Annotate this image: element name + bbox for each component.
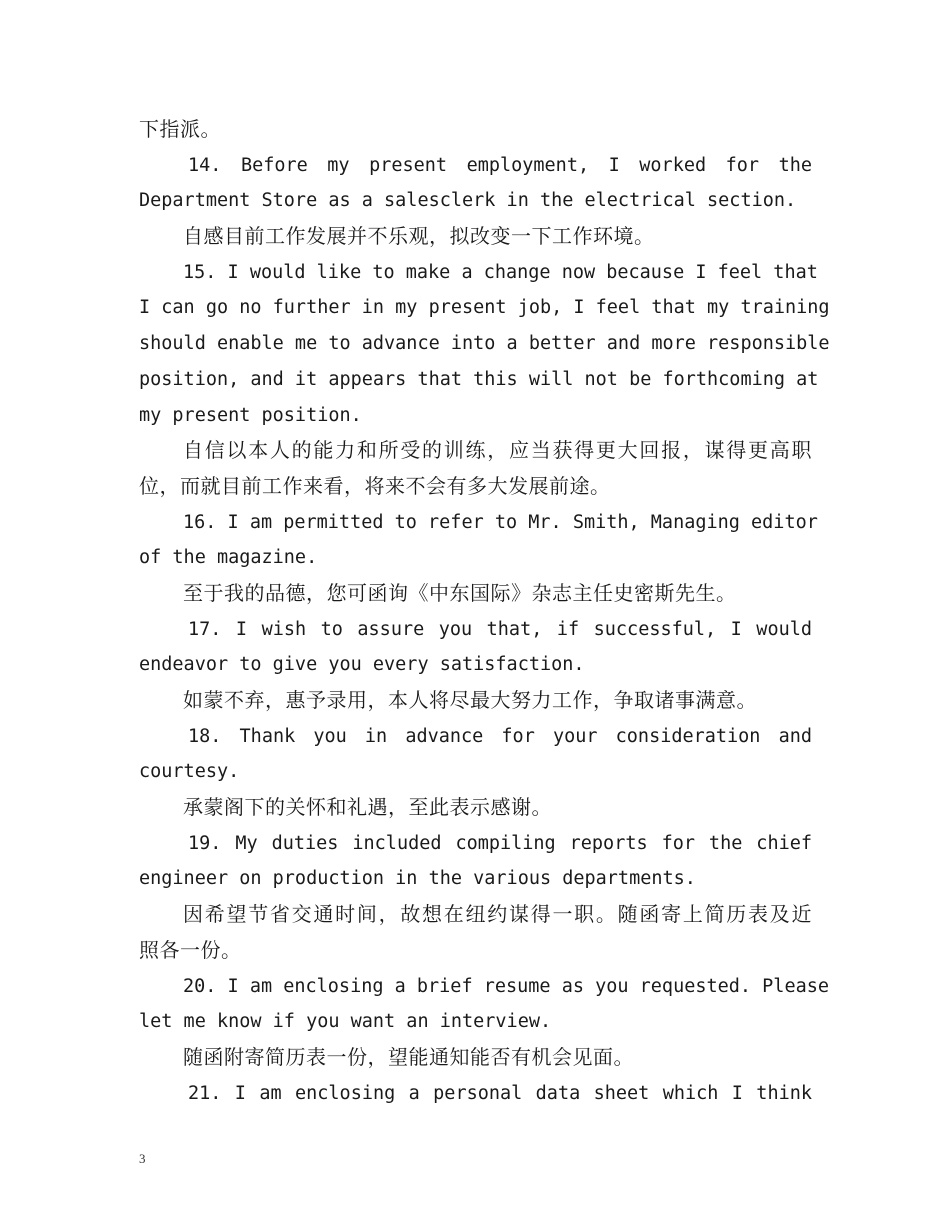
english-text-line: 18. Thank you in advance for your consideration and [188,725,812,747]
english-text-line: 15. I would like to make a change now because I feel that [183,261,818,283]
chinese-text-line: 自感目前工作发展并不乐观，拟改变一下工作环境。 [183,224,655,249]
english-text-line: engineer on production in the various departments. [139,868,696,890]
chinese-text-line: 至于我的品德，您可函询《中东国际》杂志主任史密斯先生。 [183,580,737,605]
english-text-line: let me know if you want an interview. [139,1011,552,1033]
chinese-text-line: 随函附寄简历表一份，望能通知能否有机会见面。 [183,1044,634,1069]
page-number: 3 [139,1151,146,1166]
english-text-line: 16. I am permitted to refer to Mr. Smith, Managing editor [183,511,818,533]
english-text-line: courtesy. [139,761,240,783]
english-text-line: 20. I am enclosing a brief resume as you requested. Please [183,975,830,997]
english-text-line: of the magazine. [139,547,318,569]
chinese-text-line: 承蒙阁下的关怀和礼遇，至此表示感谢。 [183,795,552,820]
english-text-line: my present position. [139,404,362,426]
chinese-text-line: 下指派。 [139,117,221,141]
chinese-text-line: 照各一份。 [139,937,242,962]
chinese-text-line: 因希望节省交通时间，故想在纽约谋得一职。随函寄上简历表及近 [183,902,812,927]
english-text-line: 21. I am enclosing a personal data sheet which I think [188,1082,812,1104]
english-text-line: 19. My duties included compiling reports for the chief [188,832,812,854]
english-text-line: I can go no further in my present job, I feel that my training [139,297,830,319]
chinese-text-line: 位，而就目前工作来看，将来不会有多大发展前途。 [139,473,611,498]
english-text-line: 17. I wish to assure you that, if successful, I would [188,618,812,640]
english-text-line: should enable me to advance into a better and more responsible [139,333,830,355]
english-text-line: endeavor to give you every satisfaction. [139,654,585,676]
english-text-line: 14. Before my present employment, I worked for the [188,154,812,176]
chinese-text-line: 如蒙不弃，惠予录用，本人将尽最大努力工作，争取诸事满意。 [183,688,757,712]
chinese-text-line: 自信以本人的能力和所受的训练，应当获得更大回报，谋得更高职 [183,438,812,463]
english-text-line: Department Store as a salesclerk in the electrical section. [139,190,797,212]
english-text-line: position, and it appears that this will not be forthcoming at [139,368,819,390]
document-body [139,112,830,1111]
